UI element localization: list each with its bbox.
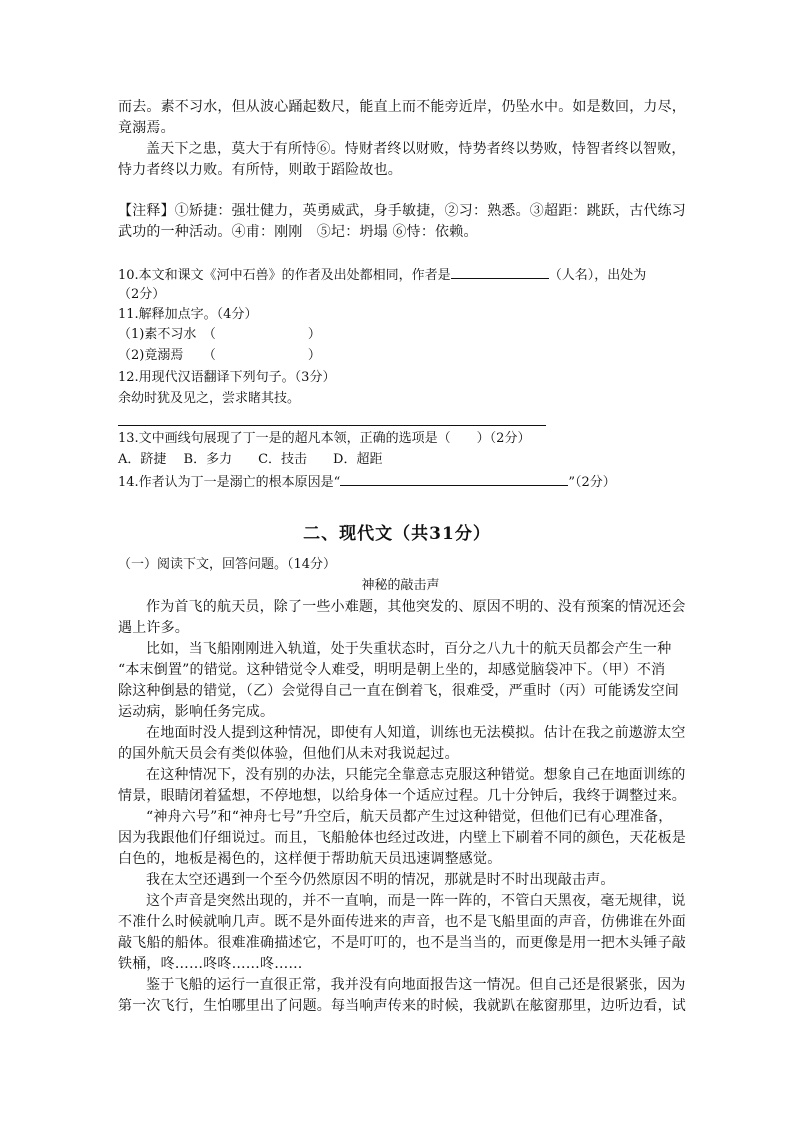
passage-line: 竟溺焉。 [118,120,175,136]
question-10-text-b: （人名），出处为 [548,268,647,283]
answer-line[interactable] [118,425,546,426]
essay-line: 第一次飞行，生怕哪里出了问题。每当响声传来的时候，我就趴在舷窗那里，边听边看，试 [118,998,686,1014]
essay-line: “本末倒置”的错觉。这种错觉令人难受，明明是朝上坐的，却感觉脑袋冲下。（甲）不消 [118,662,666,678]
passage-line: 而去。素不习水，但从波心踊起数尺，能直上而不能旁近岸，仍坠水中。如是数回，力尽， [118,99,686,115]
question-11-item-1-text: （1)素不习水 （ [118,327,216,342]
passage-line: 恃力者终以力败。有所恃，则敢于蹈险故也。 [118,162,402,178]
annotation-line: 武功的一种活动。④甫：刚刚 ⑤圮：坍塌 ⑥恃：依赖。 [118,224,478,240]
essay-line: 白色的，地板是褐色的，这样便于帮助航天员迅速调整感觉。 [118,851,502,867]
essay-line: 比如，当飞船刚刚进入轨道，处于失重状态时，百分之八九十的航天员都会产生一种 [146,641,672,657]
essay-line: 在这种情况下，没有别的办法，只能完全靠意志克服这种错觉。想象自己在地面训练的 [146,767,686,783]
essay-line: 在地面时没人提到这种情况，即使有人知道，训练也无法模拟。估计在我之前遨游太空 [146,725,686,741]
essay-line: 的国外航天员会有类似体验，但他们从未对我说起过。 [118,746,459,762]
essay-line: 敲飞船的船体。很难准确描述它，不是叮叮的，也不是当当的，而更像是用一把木头锤子敲 [118,935,686,951]
essay-line: “神舟六号”和“神舟七号”升空后，航天员都产生过这种错觉，但他们已有心理准备， [146,809,673,825]
question-11-item-2-text: （2)竟溺焉 （ [118,348,216,363]
question-13-options: A．跻捷 B．多力 C．技击 D．超距 [118,452,383,467]
question-14-score: ”（2分） [568,475,616,490]
question-11-item-1 [118,325,683,345]
question-13: 13.文中画线句展现了丁一是的超凡本领，正确的选项是（ ）（2分） [118,431,531,446]
question-10 [118,264,683,286]
passage-line: 盖天下之患，莫大于有所恃⑥。恃财者终以财败，恃势者终以势败，恃智者终以智败， [146,141,686,157]
paren-close: ） [307,327,321,342]
paren-close: ） [307,348,321,363]
section-heading: 二、现代文（共31分） [303,524,491,544]
essay-line: 铁桶，咚……咚咚……咚…… [118,956,303,972]
section-instruction: （一）阅读下文，回答问题。（14分） [118,557,337,572]
question-11-item-2 [118,346,683,366]
essay-line: 情景，眼睛闭着猛想，不停地想，以给身体一个适应过程。几十分钟后，我终于调整过来。 [118,788,686,804]
question-12: 12.用现代汉语翻译下列句子。（3分） [118,370,336,385]
essay-line: 这个声音是突然出现的，并不一直响，而是一阵一阵的，不管白天黑夜，毫无规律，说 [146,893,686,909]
annotation-line: 【注释】①矫捷：强壮健力，英勇威武，身手敏捷，②习：熟悉。③超距：跳跃，古代练习 [118,203,686,219]
question-14 [118,471,683,493]
question-10-score: （2分） [118,287,166,302]
essay-line: 因为我跟他们仔细说过。而且，飞船舱体也经过改进，内壁上下刷着不同的颜色，天花板是 [118,830,686,846]
essay-line: 作为首飞的航天员，除了一些小难题，其他突发的、原因不明的、没有预案的情况还会 [146,599,686,615]
question-12-sentence: 余幼时犹及见之，尝求睹其技。 [118,391,301,406]
question-14-text: 14.作者认为丁一是溺亡的根本原因是“ [118,475,341,490]
question-10-text: 10.本文和课文《河中石兽》的作者及出处都相同，作者是 [118,268,451,283]
answer-blank[interactable] [451,264,549,279]
question-11: 11.解释加点字。（4分） [118,307,258,322]
essay-line: 除这种倒悬的错觉，（乙）会觉得自己一直在倒着飞，很难受，严重时（丙）可能诱发空间 [118,683,679,699]
essay-line: 遇上许多。 [118,620,189,636]
essay-line: 不准什么时候就响几声。既不是外面传进来的声音，也不是飞船里面的声音，仿佛谁在外面 [118,914,686,930]
essay-line: 我在太空还遇到一个至今仍然原因不明的情况，那就是时不时出现敲击声。 [146,872,615,888]
essay-line: 运动病，影响任务完成。 [118,704,275,720]
essay-title: 神秘的敲击声 [361,578,440,593]
answer-blank[interactable] [340,471,568,486]
essay-line: 鉴于飞船的运行一直很正常，我并没有向地面报告这一情况。但自己还是很紧张，因为 [146,977,686,993]
